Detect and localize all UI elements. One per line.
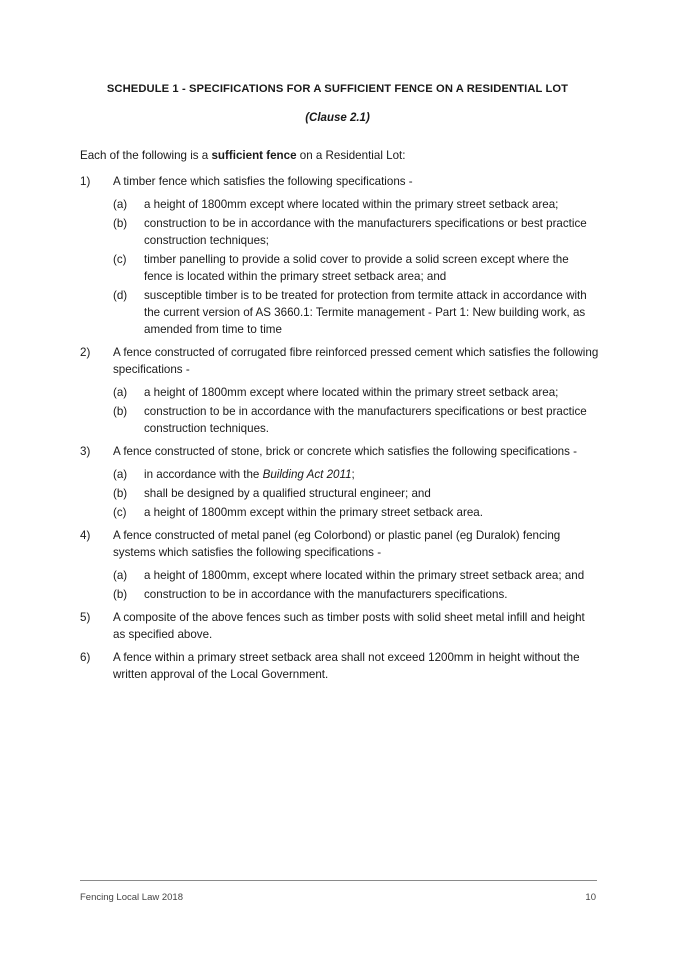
intro-paragraph <box>80 147 405 164</box>
sub-text: timber panelling to provide a solid cover to provide a solid screen except where the fence is located within the primary street setback area; and <box>144 253 569 283</box>
item-text: A fence within a primary street setback area shall not exceed 1200mm in height without the written approval of the Local Government. <box>113 651 580 681</box>
sub-letter: (b) <box>113 588 128 601</box>
footer-page-number: 10 <box>585 892 596 903</box>
sub-item <box>113 384 600 401</box>
sub-item <box>113 287 600 338</box>
list-item <box>80 649 600 683</box>
intro-bold-term: sufficient fence <box>211 149 297 162</box>
sub-item <box>113 215 600 249</box>
sub-text: construction to be in accordance with the manufacturers specifications or best practice construction techniques; <box>144 217 587 247</box>
item-text: A composite of the above fences such as timber posts with solid sheet metal infill and height as specified above. <box>113 611 585 641</box>
sub-item <box>113 586 600 603</box>
sub-letter: (c) <box>113 506 127 519</box>
item-number: 4) <box>80 529 91 542</box>
sub-item <box>113 196 600 213</box>
sub-item <box>113 504 600 521</box>
intro-after: on a Residential Lot: <box>296 149 406 162</box>
sub-text-after: ; <box>351 468 355 481</box>
footer-document-title: Fencing Local Law 2018 <box>80 892 183 903</box>
sub-text: construction to be in accordance with the manufacturers specifications or best practice construction techniques. <box>144 405 587 435</box>
list-item <box>80 344 600 437</box>
sub-text: a height of 1800mm except where located within the primary street setback area; <box>144 198 559 211</box>
sub-text: a height of 1800mm, except where located within the primary street setback area; and <box>144 569 585 582</box>
sub-text <box>144 468 355 481</box>
item-number: 1) <box>80 175 91 188</box>
sub-text: construction to be in accordance with the manufacturers specifications. <box>144 588 508 601</box>
item-number: 2) <box>80 346 91 359</box>
sub-letter: (a) <box>113 468 128 481</box>
item-text: A fence constructed of corrugated fibre reinforced pressed cement which satisfies the following specifications - <box>113 346 599 376</box>
item-text: A fence constructed of metal panel (eg Colorbond) or plastic panel (eg Duralok) fencing systems which satisfies the following specifications - <box>113 529 561 559</box>
item-text: A fence constructed of stone, brick or concrete which satisfies the following specifications - <box>113 445 577 458</box>
sub-text: shall be designed by a qualified structural engineer; and <box>144 487 431 500</box>
sub-item <box>113 567 600 584</box>
list-item <box>80 609 600 643</box>
sub-item <box>113 466 600 483</box>
sub-text: a height of 1800mm except within the primary street setback area. <box>144 506 483 519</box>
sub-letter: (a) <box>113 386 128 399</box>
sub-item <box>113 485 600 502</box>
sub-list <box>113 466 600 521</box>
specification-list <box>80 173 600 689</box>
sub-letter: (c) <box>113 253 127 266</box>
act-title: Building Act 2011 <box>262 468 352 481</box>
sub-letter: (b) <box>113 217 128 230</box>
sub-letter: (b) <box>113 405 128 418</box>
item-number: 6) <box>80 651 91 664</box>
sub-text: susceptible timber is to be treated for protection from termite attack in accordance with the current version of AS 3660.1: Termite management - Part 1: New building work, as amended from time to time <box>144 289 587 336</box>
list-item <box>80 527 600 603</box>
footer-divider <box>80 880 597 881</box>
list-item <box>80 443 600 521</box>
intro-before: Each of the following is a <box>80 149 212 162</box>
sub-text-before: in accordance with the <box>144 468 263 481</box>
sub-text: a height of 1800mm except where located within the primary street setback area; <box>144 386 559 399</box>
schedule-title: SCHEDULE 1 - SPECIFICATIONS FOR A SUFFICIENT FENCE ON A RESIDENTIAL LOT <box>106 83 569 95</box>
item-text: A timber fence which satisfies the following specifications - <box>113 175 413 188</box>
sub-item <box>113 251 600 285</box>
item-number: 3) <box>80 445 91 458</box>
item-number: 5) <box>80 611 91 624</box>
sub-item <box>113 403 600 437</box>
sub-list <box>113 567 600 603</box>
list-item <box>80 173 600 338</box>
sub-letter: (b) <box>113 487 128 500</box>
sub-letter: (a) <box>113 569 128 582</box>
clause-reference: (Clause 2.1) <box>305 112 370 124</box>
sub-list <box>113 196 600 338</box>
sub-letter: (d) <box>113 289 128 302</box>
sub-list <box>113 384 600 437</box>
sub-letter: (a) <box>113 198 128 211</box>
